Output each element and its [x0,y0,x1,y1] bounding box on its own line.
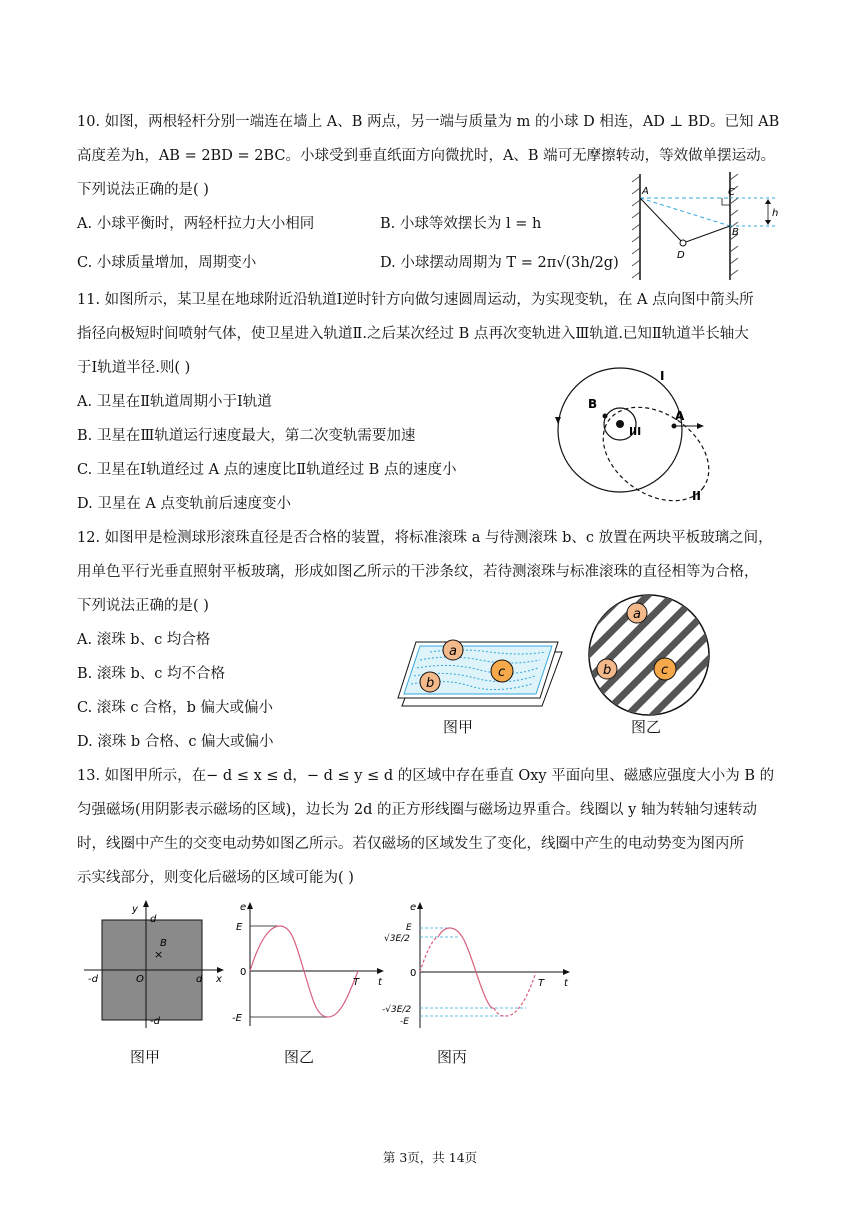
q10-label-d: D [677,250,685,261]
q13-fig2-e-max: E [236,922,243,933]
q11-label-orbit-2: II [692,489,701,503]
q10-label-h: h [772,208,779,219]
q13-fig1-x-label: x [216,974,222,985]
q12-line-1: 12. 如图甲是检测球形滚珠直径是否合格的装置，将标准滚珠 a 与待测滚珠 b、c 放置在两块平板玻璃之间， [77,530,773,546]
q12-fig1-label-c: c [498,665,506,680]
q13-fig3-root3-e-half: √3E/2 [384,934,410,944]
q11-orbit-figure [548,362,728,512]
q12-line-2: 用单色平行光垂直照射平板玻璃，形成如图乙所示的干涉条纹，若待测滚珠与标准滚珠的直径相等为合格， [77,564,759,580]
q10-option-a: A. 小球平衡时，两轻杆拉力大小相同 [77,216,315,232]
q12-line-3: 下列说法正确的是( ) [77,598,209,614]
q13-line-3: 时，线圈中产生的交变电动势如图乙所示。若仅磁场的区域发生了变化，线圈中产生的电动势变为图丙所 [77,836,744,852]
q13-fig1-d-top: d [150,914,157,925]
q10-label-c: C [728,187,735,198]
q11-label-orbit-1: I [660,369,665,383]
q10-pendulum-figure [628,170,788,282]
q10-line-3: 下列说法正确的是( ) [77,182,209,198]
q13-fig3-e-max: E [406,923,412,933]
q13-fig3-t-label: t [564,978,568,989]
q10-line-1: 10. 如图，两根轻杆分别一端连在墙上 A、B 两点，另一端与质量为 m 的小球 D 相连，AD ⊥ BD。已知 AB [77,114,780,130]
q12-interference-figure [586,592,712,718]
q12-option-d: D. 滚珠 b 合格、c 偏大或偏小 [77,734,274,750]
q10-line-2: 高度差为h，AB = 2BD = 2BC。小球受到垂直纸面方向微扰时，A、B 端可无摩擦转动，等效做单摆运动。 [77,148,776,164]
q12-caption-2: 图乙 [631,718,662,736]
q12-caption-1: 图甲 [443,718,474,736]
q13-fig1-d-right: d [196,974,203,985]
q11-option-c: C. 卫星在Ⅰ轨道经过 A 点的速度比Ⅱ轨道经过 B 点的速度小 [77,462,457,478]
q11-line-2: 指径向极短时间喷射气体，使卫星进入轨道Ⅱ.之后某次经过 B 点再次变轨进入Ⅲ轨道.已知Ⅱ轨道半长轴大 [77,326,749,342]
q11-line-1: 11. 如图所示，某卫星在地球附近沿轨道Ⅰ逆时针方向做匀速圆周运动，为实现变轨，在 A 点向图中箭头所 [77,292,754,308]
q12-option-a: A. 滚珠 b、c 均合格 [77,632,211,648]
q13-fig3-e-label: e [410,902,417,913]
q13-fig1-b-label: B [160,938,167,949]
q12-option-c: C. 滚珠 c 合格，b 偏大或偏小 [77,700,274,716]
q12-fig1-label-a: a [449,644,457,659]
q13-fig2-e-label: e [240,902,247,913]
q13-fig3-zero: 0 [410,968,417,979]
q12-fig2-label-c: c [661,663,669,678]
q12-glass-plates-figure [390,620,565,712]
q11-option-a: A. 卫星在Ⅱ轨道周期小于Ⅰ轨道 [77,394,272,410]
q10-label-a: A [642,186,649,197]
q13-magnetic-field-figure [80,900,230,1030]
q13-fig2-e-min: -E [232,1013,242,1024]
q13-line-2: 匀强磁场(用阴影表示磁场的区域)，边长为 2d 的正方形线圈与磁场边界重合。线圈以 y 轴为转轴匀速转动 [77,802,757,818]
q12-fig2-label-b: b [603,663,612,678]
q10-option-c: C. 小球质量增加，周期变小 [77,255,257,271]
q11-option-b: B. 卫星在Ⅲ轨道运行速度最大，第二次变轨需要加速 [77,428,416,444]
q13-caption-1: 图甲 [130,1048,161,1066]
q11-label-orbit-3: III [629,425,642,438]
q13-line-1: 13. 如图甲所示，在− d ≤ x ≤ d，− d ≤ y ≤ d 的区域中存在垂直 Oxy 平面向里、磁感应强度大小为 B 的 [77,768,775,784]
q12-fig2-label-a: a [633,607,641,622]
q13-fig1-neg-d-bottom: -d [150,1016,160,1027]
q13-fig1-origin: O [136,974,144,985]
q13-fig1-y-label: y [132,904,138,915]
q13-caption-2: 图乙 [284,1048,315,1066]
q13-emf-graph-3 [380,900,580,1030]
q13-fig1-neg-d-left: -d [88,974,98,985]
q11-line-3: 于Ⅰ轨道半径.则( ) [77,360,191,376]
q10-option-b: B. 小球等效摆长为 l = h [380,216,542,232]
q13-fig3-period: T [538,978,545,989]
q11-option-d: D. 卫星在 A 点变轨前后速度变小 [77,496,292,512]
q13-line-4: 示实线部分，则变化后磁场的区域可能为( ) [77,870,354,886]
q10-label-b: B [732,227,739,238]
q10-option-d: D. 小球摆动周期为 T = 2π√(3h/2g) [380,255,619,271]
q11-label-a: A [675,409,685,423]
q13-emf-graph-2 [230,900,390,1030]
q13-fig3-neg-root3-e-half: -√3E/2 [382,1005,412,1015]
q13-fig3-e-min: -E [400,1017,409,1027]
q12-fig1-label-b: b [426,676,435,691]
q12-option-b: B. 滚珠 b、c 均不合格 [77,666,225,682]
q11-label-b: B [588,397,598,411]
q13-caption-3: 图丙 [437,1048,468,1066]
q13-fig2-period: T [353,977,360,988]
q13-fig2-t-label: t [378,977,382,988]
q13-fig1-cross: × [154,948,164,961]
page-footer: 第 3页，共 14页 [382,1150,478,1165]
q13-fig2-zero: 0 [240,967,247,978]
